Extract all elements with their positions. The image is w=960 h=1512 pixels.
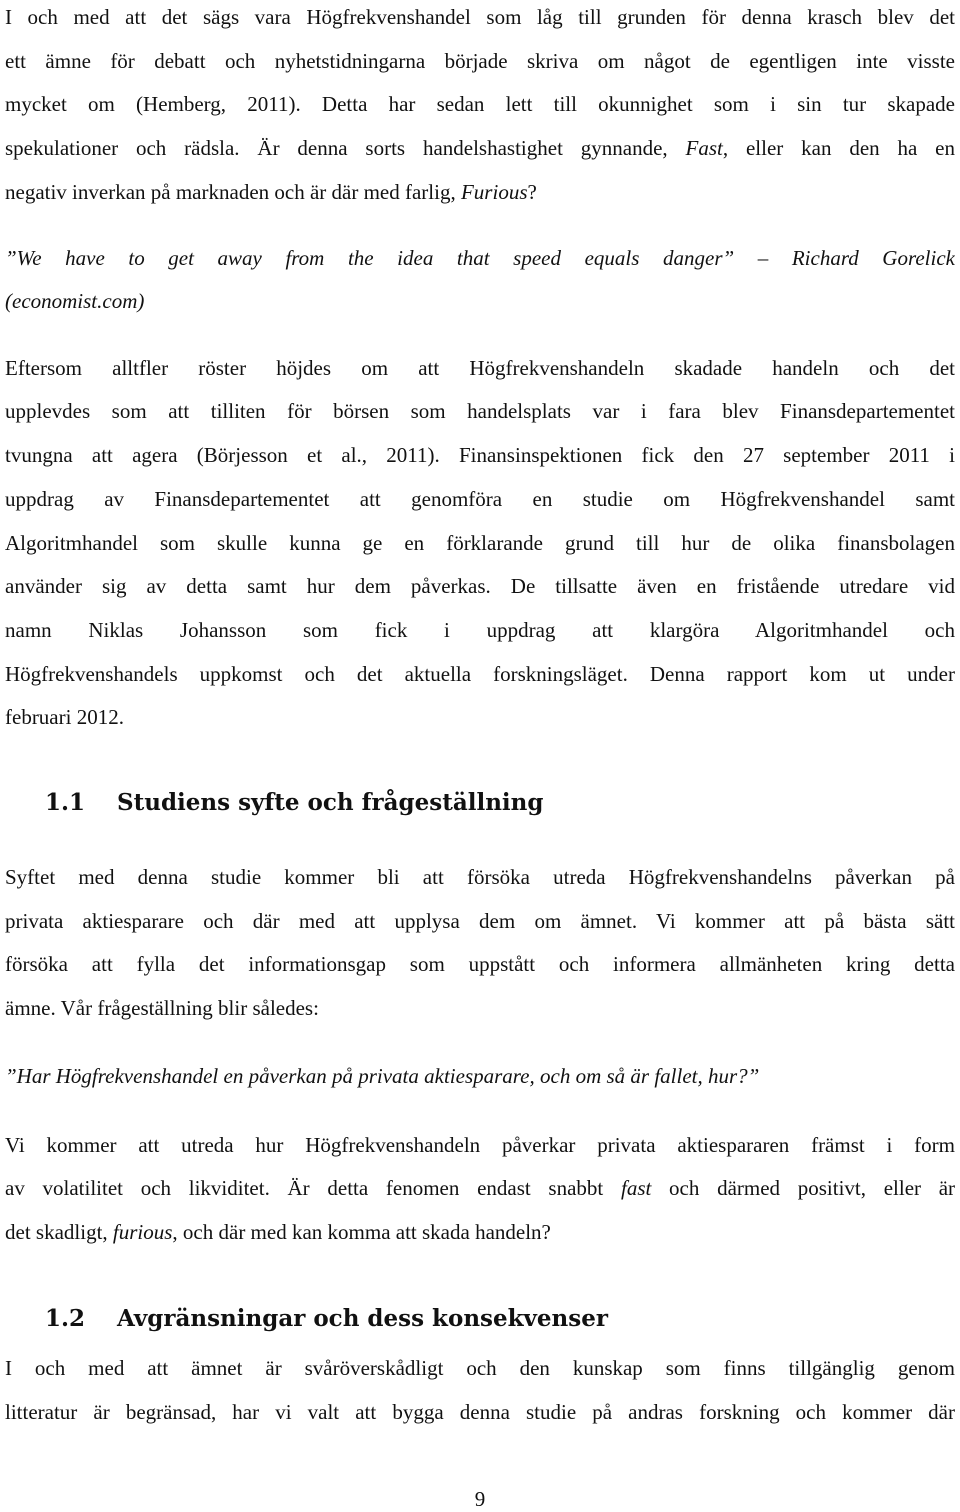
paragraph-3-line-2: privata aktiesparare och där med att upplysa dem om ämnet. Vi kommer att på bästa sätt <box>5 909 955 933</box>
line-3-end: , och där med kan komma att skada handeln? <box>172 1220 551 1244</box>
section-title: Studiens syfte och frågeställning <box>117 789 544 816</box>
paragraph-3-line-1: Syftet med denna studie kommer bli att försöka utreda Högfrekvenshandelns påverkan på <box>5 865 955 889</box>
furious-term: Furious <box>460 180 528 204</box>
paragraph-2-line-8: Högfrekvenshandels uppkomst och det aktuella forskningsläget. Denna rapport kom ut under <box>5 662 955 686</box>
line-2-end: och därmed positivt, eller är <box>669 1176 955 1200</box>
paragraph-2-line-9: februari 2012. <box>5 705 124 729</box>
paragraph-1-line-4 <box>5 135 955 161</box>
line-5-text: negativ inverkan på marknaden och är där med farlig, <box>5 180 456 204</box>
paragraph-3-line-3: försöka att fylla det informationsgap som uppstått och informera allmänheten kring detta <box>5 952 955 976</box>
paragraph-4-line-3 <box>5 1219 955 1245</box>
paragraph-1-line-3: mycket om (Hemberg, 2011). Detta har sedan lett till okunnighet som i sin tur skapade <box>5 92 955 116</box>
paragraph-4-line-1: Vi kommer att utreda hur Högfrekvenshandeln påverkar privata aktiespararen främst i form <box>5 1133 955 1157</box>
line-4-end: , eller kan den ha en <box>722 136 955 160</box>
section-number: 1.2 <box>45 1305 86 1332</box>
paragraph-4-line-2 <box>5 1175 955 1201</box>
paragraph-1-line-5 <box>5 179 955 205</box>
paragraph-1-line-2: ett ämne för debatt och nyhetstidningarna började skriva om något de egentligen inte visste <box>5 49 955 73</box>
furious-term: furious <box>112 1220 173 1244</box>
paragraph-2-line-4: uppdrag av Finansdepartementet att genomföra en studie om Högfrekvenshandel samt <box>5 487 955 511</box>
fast-term: Fast <box>685 136 723 160</box>
paragraph-2-line-5: Algoritmhandel som skulle kunna ge en förklarande grund till hur de olika finansbolagen <box>5 531 955 555</box>
paragraph-2-line-1: Eftersom alltfler röster höjdes om att Högfrekvenshandeln skadade handeln och det <box>5 356 955 380</box>
fast-term: fast <box>620 1176 652 1200</box>
paragraph-2-line-7: namn Niklas Johansson som fick i uppdrag att klargöra Algoritmhandel och <box>5 618 955 642</box>
paragraph-5-line-1: I och med att ämnet är svåröverskådligt och den kunskap som finns tillgänglig genom <box>5 1356 955 1380</box>
section-heading-1-2 <box>45 1304 608 1334</box>
quote-line-2: (economist.com) <box>5 289 145 313</box>
section-heading-1-1 <box>45 788 543 818</box>
research-question: ”Har Högfrekvenshandel en påverkan på privata aktiesparare, och om så är fallet, hur?” <box>5 1064 760 1088</box>
paragraph-5-line-2: litteratur är begränsad, har vi valt att bygga denna studie på andras forskning och kommer där <box>5 1400 955 1424</box>
quote-line-1: ”We have to get away from the idea that speed equals danger” – Richard Gorelick <box>5 246 955 270</box>
line-3-text: det skadligt, <box>5 1220 108 1244</box>
line-4-text: spekulationer och rädsla. Är denna sorts handelshastighet gynnande, <box>5 136 668 160</box>
line-5-end: ? <box>527 180 537 204</box>
section-number: 1.1 <box>45 789 86 816</box>
paragraph-2-line-3: tvungna att agera (Börjesson et al., 2011). Finansinspektionen fick den 27 september 2011 i <box>5 443 955 467</box>
paragraph-2-line-6: använder sig av detta samt hur dem påverkas. De tillsatte även en fristående utredare vid <box>5 574 955 598</box>
section-title: Avgränsningar och dess konsekvenser <box>117 1305 608 1332</box>
paragraph-3-line-4: ämne. Vår frågeställning blir således: <box>5 996 319 1020</box>
paragraph-1-line-1: I och med att det sägs vara Högfrekvenshandel som låg till grunden för denna krasch blev det <box>5 5 955 29</box>
page-number: 9 <box>474 1487 486 1511</box>
line-2-text: av volatilitet och likviditet. Är detta fenomen endast snabbt <box>5 1176 604 1200</box>
paragraph-2-line-2: upplevdes som att tilliten för börsen som handelsplats var i fara blev Finansdepartementet <box>5 399 955 423</box>
